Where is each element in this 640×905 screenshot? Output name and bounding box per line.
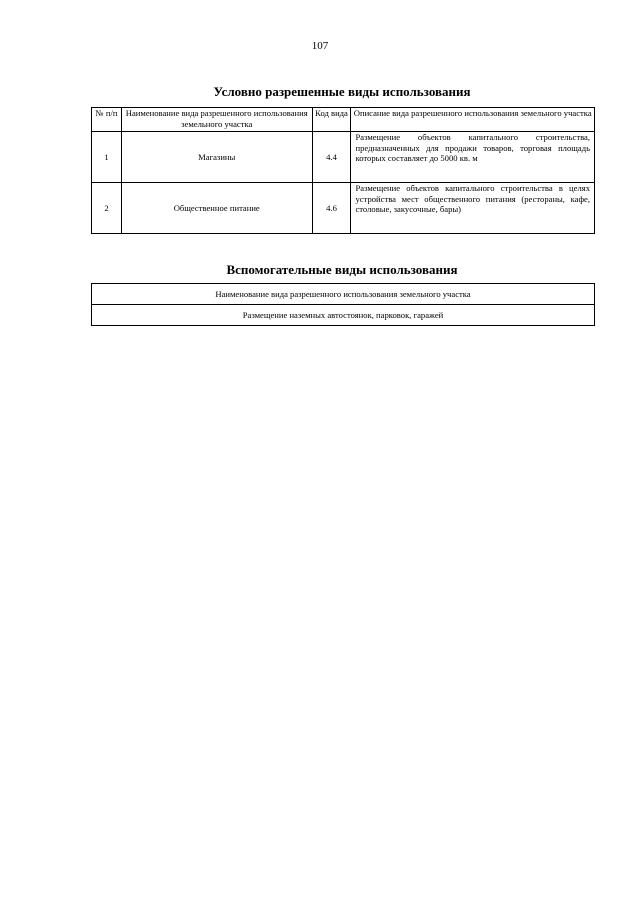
aux-row: Размещение наземных автостоянок, парковок, гаражей (92, 305, 595, 326)
table-row (92, 132, 595, 183)
aux-header: Наименование вида разрешенного использования земельного участка (92, 284, 595, 305)
row-desc: Размещение объектов капитального строительства, предназначенных для продажи товаров, торговая площадь которых составляет до 5000 кв. м (351, 132, 595, 183)
auxiliary-uses-title: Вспомогательные виды использования (226, 262, 458, 277)
table-header-row (92, 108, 595, 132)
header-name: Наименование вида разрешенного использования земельного участка (121, 108, 312, 132)
conditional-uses-table (91, 107, 595, 234)
row-num: 2 (92, 183, 122, 234)
row-num: 1 (92, 132, 122, 183)
row-code: 4.6 (312, 183, 351, 234)
table-header-row (92, 284, 595, 305)
header-num: № п/п (92, 108, 122, 132)
table-row (92, 183, 595, 234)
row-name: Общественное питание (121, 183, 312, 234)
table-row (92, 305, 595, 326)
row-code: 4.4 (312, 132, 351, 183)
page-number: 107 (311, 40, 329, 52)
header-code: Код вида (312, 108, 351, 132)
conditional-uses-title: Условно разрешенные виды использования (213, 84, 471, 99)
row-desc: Размещение объектов капитального строительства в целях устройства мест общественного питания (рестораны, кафе, столовые, закусочные, бары) (351, 183, 595, 234)
header-desc: Описание вида разрешенного использования земельного участка (351, 108, 595, 132)
auxiliary-uses-table (91, 283, 595, 326)
row-name: Магазины (121, 132, 312, 183)
